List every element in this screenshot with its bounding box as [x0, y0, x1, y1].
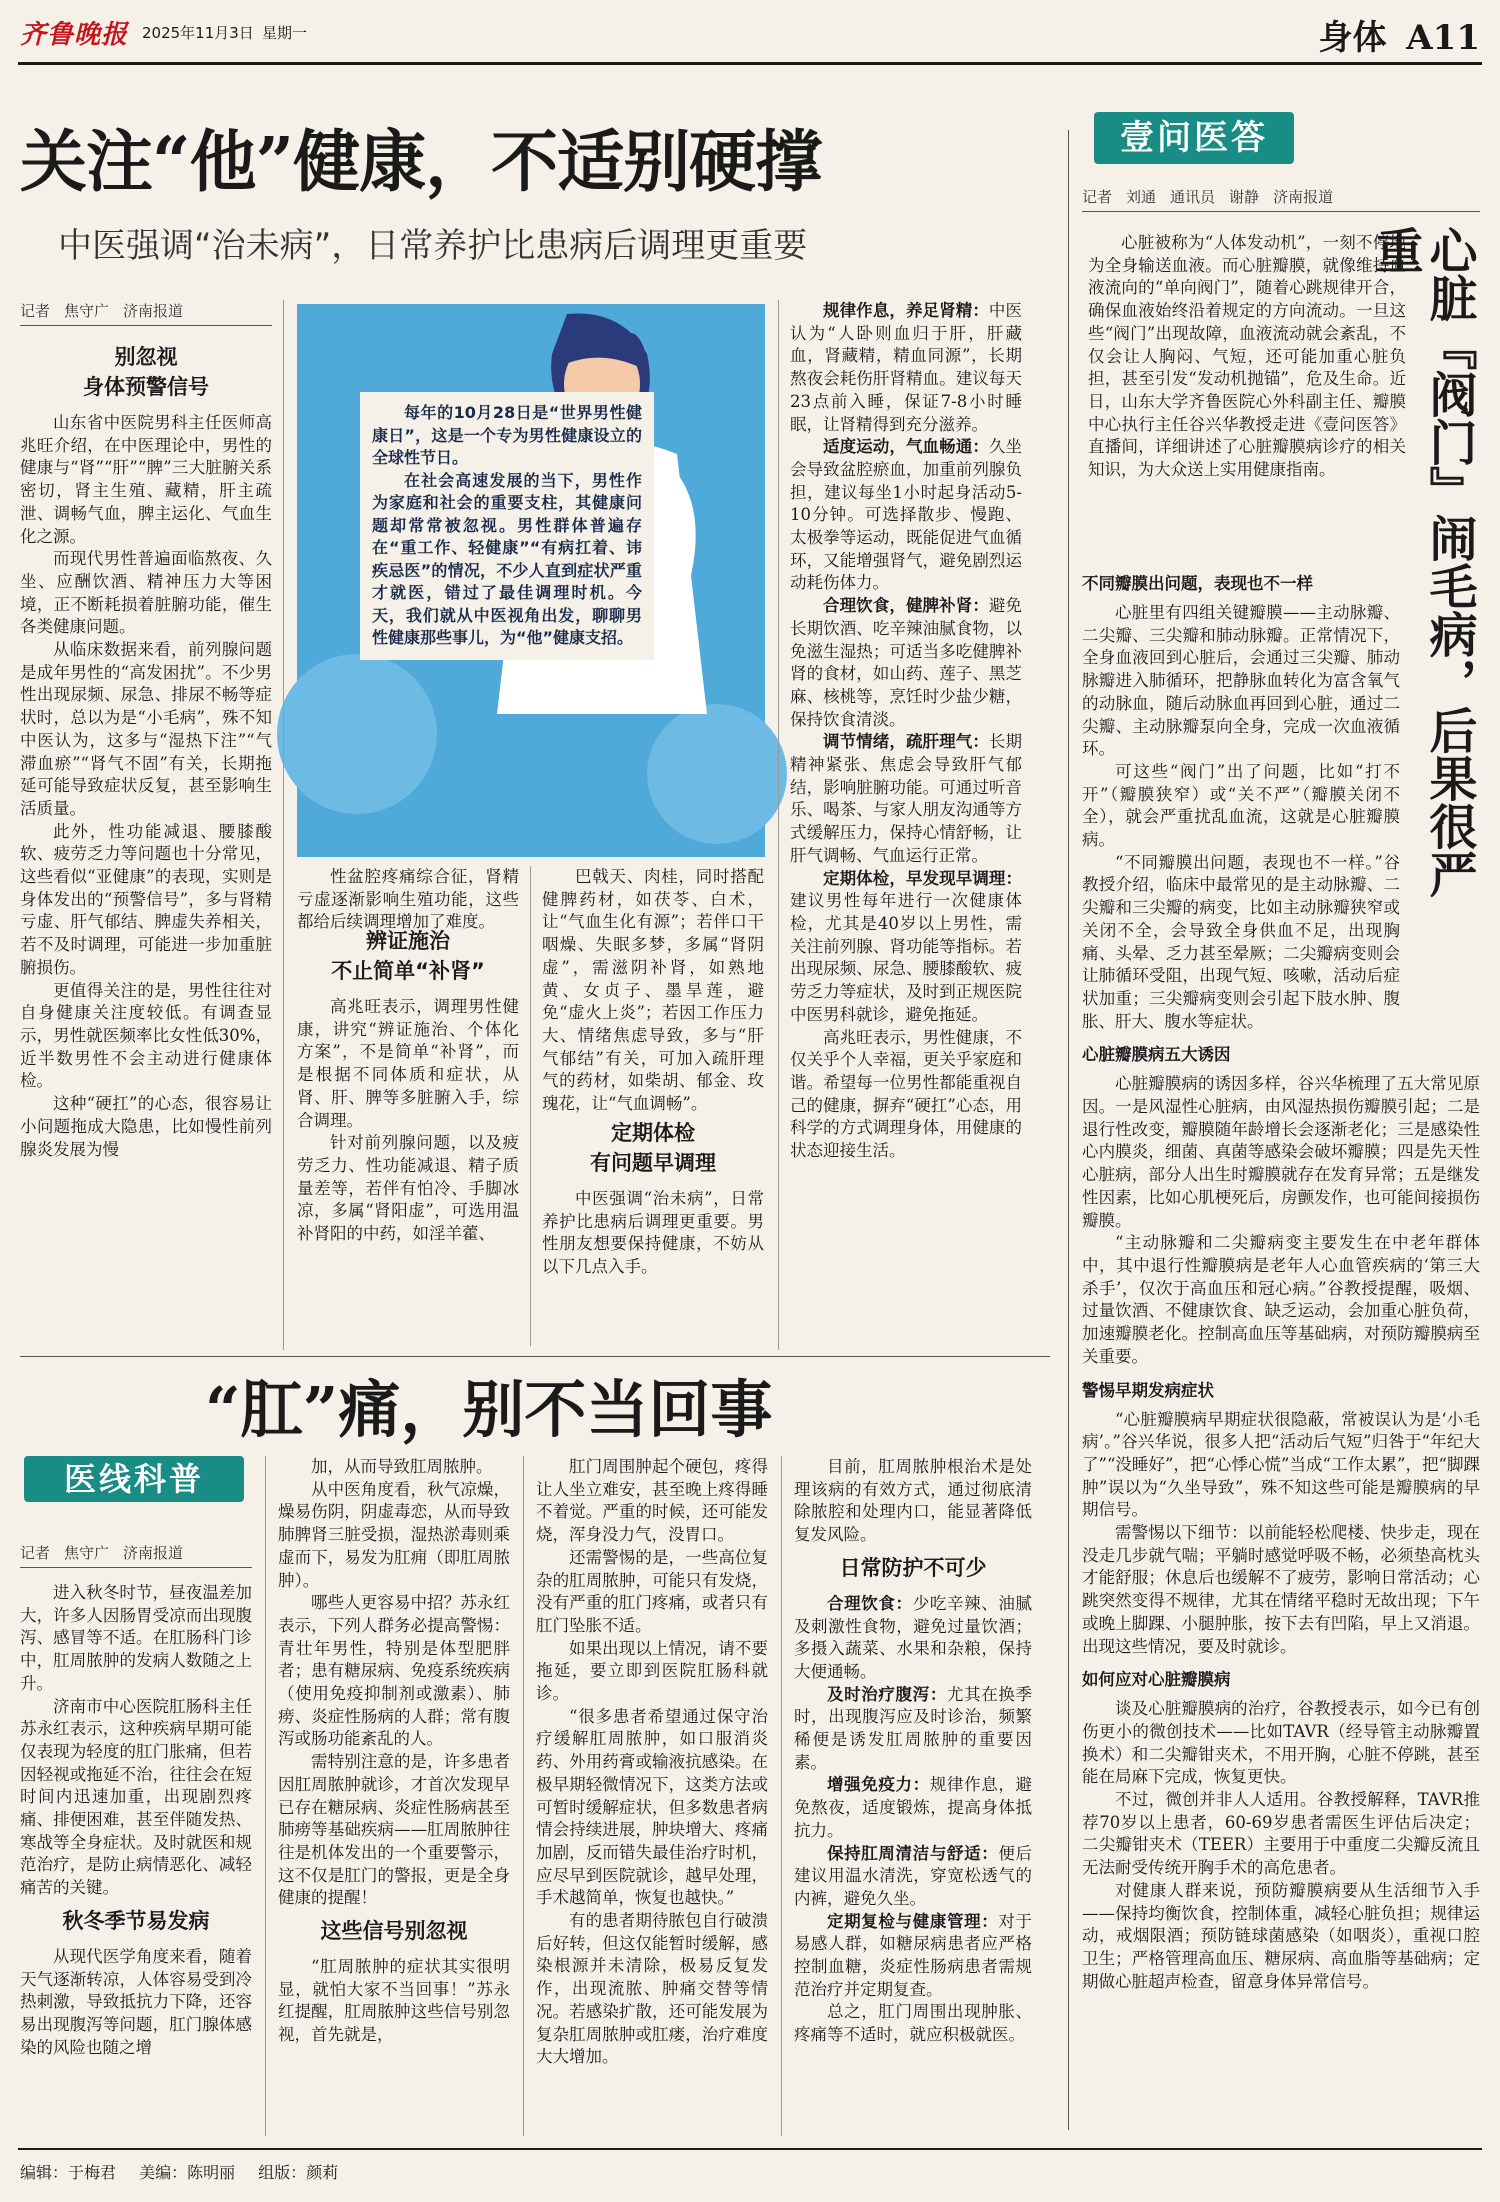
- col3b-body: 中医强调“治未病”，日常养护比患病后调理更重要。男性朋友想要保持健康，不妨从以下几点入手。: [542, 1189, 764, 1277]
- col4b-body: 合理饮食：少吃辛辣、油腻及刺激性食物，避免过量饮酒；多摄入蔬菜、水果和杂粮，保持大便通畅。 及时治疗腹泻：尤其在换季时，出现腹泻应及时诊治，频繁稀便是诱发肛周脓肿的重要因素。 增强免疫力：规律作息，避免熬夜，适度锻炼，提高身体抵抗力。 保持肛周清洁与舒适：便后建议用温水清洗，穿宽松透气的内裤，避免久坐。 定期复检与健康管理：对于易感人群，如糖尿病患者应严格控制血糖，炎症性肠病患者需规范治疗并定期复查。 总之，肛门周围出现肿胀、疼痛等不适时，就应积极就医。: [794, 1593, 1033, 2045]
- divider: [523, 1456, 524, 2136]
- article2-title: 心脏『阀门』闹毛病，后果很严重: [1367, 226, 1477, 898]
- issue-date: 2025年11月3日: [142, 24, 254, 42]
- byline-reporter: 焦守广: [64, 302, 110, 320]
- section-name: [1318, 10, 1480, 59]
- designer-credit: 美编：陈明丽: [139, 2163, 236, 2182]
- header-rule: [18, 62, 1482, 65]
- col1-body: 山东省中医院男科主任医师高兆旺介绍，在中医理论中，男性的健康与“肾”“肝”“脾”三大脏腑关系密切，肾主生殖、藏精，肝主疏泄、调畅气血，脾主运化、气血生化之源。 而现代男性普遍面临熬夜、久坐、应酬饮酒、精神压力大等困境，正不断耗损着脏腑功能，催生各类健康问题。 从临床数据来看，前列腺问题是成年男性的“高发困扰”。不少男性出现尿频、尿急、排尿不畅等症状时，总以为是“小毛病”，殊不知中医认为，这多与“湿热下注”“气滞血瘀”“肾气不固”有关，长期拖延可能导致症状反复，甚至影响生活质量。 此外，性功能减退、腰膝酸软、疲劳乏力等问题也十分常见，这些看似“亚健康”的表现，实则是身体发出的“预警信号”，多与肾精亏虚、肝气郁结、脾虚失养相关，若不及时调理，可能进一步加重脏腑损伤。 更值得关注的是，男性往往对自身健康关注度较低。有调查显示，男性就医频率比女性低30%，近半数男性不会主动进行健康体检。 这种“硬扛”的心态，很容易让小问题拖成大隐患，比如慢性前列腺炎发展为慢: [20, 413, 272, 1159]
- page-number: A11: [1406, 18, 1480, 58]
- article1-illustration: [297, 304, 765, 857]
- article3-tag: 医线科普: [24, 1456, 244, 1502]
- article3-col1: [20, 1582, 252, 2132]
- proof-credit: 组版：颜莉: [258, 2163, 339, 2182]
- byline-correspondent: 谢静: [1229, 188, 1260, 206]
- section-heading-1: 不同瓣膜出问题，表现也不一样: [1082, 574, 1313, 593]
- editor-credit: 编辑：于梅君: [20, 2163, 117, 2182]
- article1-byline: [20, 300, 272, 326]
- subhead-3: 日常防护不可少: [839, 1555, 987, 1580]
- section-2-body: 心脏瓣膜病的诱因多样，谷兴华梳理了五大常见原因。一是风湿性心脏病，由风湿热损伤瓣膜引起；二是退行性改变，瓣膜随年龄增长会逐渐老化；三是感染性心内膜炎，细菌、真菌等感染会破坏瓣膜；四是先天性心脏病，部分人出生时瓣膜就存在发育异常；五是继发性因素，比如心肌梗死后，房颤发作，也可能间接损伤瓣膜。 “主动脉瓣和二尖瓣病变主要发生在中老年群体中，其中退行性瓣膜病是老年人心血管疾病的‘第三大杀手’，仅次于高血压和冠心病。”谷教授提醒，吸烟、过量饮酒、不健康饮食、缺乏运动，会加重心脏负荷，加速瓣膜老化。控制高血压等基础病，对预防瓣膜病至关重要。: [1082, 1074, 1480, 1366]
- article2-intro: 心脏被称为“人体发动机”，一刻不停地为全身输送血液。而心脏瓣膜，就像维持血液流向的“单向阀门”，随着心跳规律开合，确保血液始终沿着规定的方向流动。一旦这些“阀门”出现故障，血液流动就会紊乱，不仅会让人胸闷、气短，还可能加重心脏负担，甚至引发“发动机抛锚”，危及生命。近日，山东大学齐鲁医院心外科副主任、瓣膜中心执行主任谷兴华教授走进《壹问医答》直播间，详细讲述了心脏瓣膜病诊疗的相关知识，为大众送上实用健康指南。: [1088, 233, 1406, 480]
- article3-col2: [278, 1456, 510, 2136]
- subhead-2: 这些信号别忽视: [320, 1919, 468, 1944]
- footer-credits: [20, 2160, 338, 2183]
- byline-reporter: 刘通: [1126, 188, 1157, 206]
- byline-role: 记者: [1082, 188, 1113, 206]
- section-label: 身体: [1318, 18, 1387, 58]
- section-1-body: 心脏里有四组关键瓣膜——主动脉瓣、二尖瓣、三尖瓣和肺动脉瓣。正常情况下，全身血液回到心脏后，会通过三尖瓣、肺动脉瓣进入肺循环，把静脉血转化为富含氧气的动脉血，随后动脉血再回到心脏，通过二尖瓣、主动脉瓣泵向全身，完成一次血液循环。 可这些“阀门”出了问题，比如“打不开”（瓣膜狭窄）或“关不严”（瓣膜关闭不全），就会严重扰乱血流，这就是心脏瓣膜病。 “不同瓣膜出问题，表现也不一样。”谷教授介绍，临床中最常见的是主动脉瓣、二尖瓣和三尖瓣的病变，比如主动脉瓣狭窄或关闭不全，会导致全身供血不足，出现胸痛、头晕、乏力甚至晕厥；二尖瓣病变则会让肺循环受阻，出现气短、咳嗽，活动后症状加重；三尖瓣病变则会引起下肢水肿、腹胀、肝大、腹水等症状。: [1082, 603, 1400, 1031]
- section-heading-4: 如何应对心脏瓣膜病: [1082, 1670, 1231, 1690]
- byline-reporter: 焦守广: [64, 1544, 110, 1562]
- divider: [265, 1456, 266, 2136]
- article3-byline: [20, 1542, 252, 1568]
- divider: [1068, 130, 1069, 2130]
- divider: [778, 300, 779, 1350]
- article1-col2-top: 性盆腔疼痛综合征，肾精亏虚逐渐影响生殖功能，这些都给后续调理增加了难度。: [297, 867, 519, 932]
- article1-col3b: [542, 1112, 764, 1347]
- section-heading-3: 警惕早期发病症状: [1082, 1380, 1214, 1400]
- article1-title: 关注“他”健康，不适别硬撑: [20, 122, 822, 201]
- byline-role-2: 通讯员: [1170, 188, 1216, 206]
- section-3-body: “心脏瓣膜病早期症状很隐蔽，常被误认为是‘小毛病’。”谷兴华说，很多人把“活动后气短”归咎于“年纪大了”“没睡好”，把“心悸心慌”当成“工作太累”，把“脚踝肿”误以为“久坐导致”，殊不知这些可能是瓣膜病的早期信号。 需警惕以下细节：以前能轻松爬楼、快步走，现在没走几步就气喘；平躺时感觉呼吸不畅，必须垫高枕头才能舒服；休息后也缓解不了疲劳，影响日常活动；心跳突然变得不规律，尤其在情绪平稳时无故出现；下午或晚上脚踝、小腿肿胀，按下去有凹陷，早上又消退。出现这些情况，要及时就诊。: [1082, 1409, 1480, 1656]
- byline-role: 记者: [20, 302, 51, 320]
- article2-tag: 壹问医答: [1094, 112, 1294, 164]
- byline-role: 记者: [20, 1544, 51, 1562]
- article3-col4: [794, 1456, 1032, 2136]
- article1-col2: [297, 920, 519, 1345]
- byline-location: 济南报道: [123, 302, 184, 320]
- article1-subtitle: 中医强调“治未病”，日常养护比患病后调理更重要: [58, 226, 808, 266]
- subhead-2: 辨证施治 不止简单“补肾”: [331, 929, 485, 983]
- article1-col1: [20, 336, 272, 1346]
- col4-body: 目前，肛周脓肿根治术是处理该病的有效方式，通过彻底清除脓腔和处理内口，能显著降低复发风险。: [794, 1457, 1032, 1545]
- article1-intro: 每年的10月28日是“世界男性健康日”，这是一个专为男性健康设立的全球性节日。 在社会高速发展的当下，男性作为家庭和社会的重要支柱，其健康问题却常常被忽视。男性群体普遍存在“重工作、轻健康”“有病扛着、讳疾忌医”的情况，不少人直到症状严重才就医，错过了最佳调理时机。今天，我们就从中医视角出发，聊聊男性健康那些事儿，为“他”健康支招。: [360, 392, 654, 660]
- section-4-body: 谈及心脏瓣膜病的治疗，谷教授表示，如今已有创伤更小的微创技术——比如TAVR（经导管主动脉瓣置换术）和二尖瓣钳夹术，不用开胸，心脏不停跳，甚至能在局麻下完成，恢复更快。 不过，微创并非人人适用。谷教授解释，TAVR推荐70岁以上患者，60-69岁患者需医生评估后决定；二尖瓣钳夹术（TEER）主要用于中重度二尖瓣反流且无法耐受传统开胸手术的高危患者。 对健康人群来说，预防瓣膜病要从生活细节入手——保持均衡饮食，控制体重，减轻心脏负担；规律运动，戒烟限酒；预防链球菌感染（如咽炎），重视口腔卫生；严格管理高血压、糖尿病、高血脂等基础病；定期做心脏超声检查，留意身体异常信号。: [1082, 1699, 1480, 1991]
- article3-col3: 肛门周围肿起个硬包，疼得让人坐立难安，甚至晚上疼得睡不着觉。严重的时候，还可能发烧，浑身没力气，没胃口。 还需警惕的是，一些高位复杂的肛周脓肿，可能只有发烧，没有严重的肛门疼痛，或者只有肛门坠胀不适。 如果出现以上情况，请不要拖延，要立即到医院肛肠科就诊。 “很多患者希望通过保守治疗缓解肛周脓肿，如口服消炎药、外用药膏或输液抗感染。在极早期轻微情况下，这类方法或可暂时缓解症状，但多数患者病情会持续进展，肿块增大、疼痛加剧，反而错失最佳治疗时机，应尽早到医院就诊，越早处理，手术越简单，恢复也越快。” 有的患者期待脓包自行破溃后好转，但这仅能暂时缓解，感染根源并未清除，极易反复发作，出现流脓、肿痛交替等情况。若感染扩散，还可能发展为复杂肛周脓肿或肛瘘，治疗难度大大增加。: [536, 1457, 768, 2067]
- article2-byline: [1082, 186, 1480, 212]
- article1-col3: 巴戟天、肉桂，同时搭配健脾药材，如茯苓、白术，让“气血生化有源”；若伴口干咽燥、失眠多梦，多属“肾阴虚”，需滋阴补肾，如熟地黄、女贞子、墨旱莲，避免“虚火上炎”；若因工作压力大、情绪焦虑导致，多与“肝气郁结”有关，可加入疏肝理气的药材，如柴胡、郁金、玫瑰花，让“气血调畅”。: [542, 867, 764, 1114]
- issue-weekday: 星期一: [262, 24, 308, 42]
- byline-location: 济南报道: [123, 1544, 184, 1562]
- subhead-3: 定期体检 有问题早调理: [590, 1121, 716, 1175]
- col1-body: 进入秋冬时节，昼夜温差加大，许多人因肠胃受凉而出现腹泻、感冒等不适。在肛肠科门诊中，肛周脓肿的发病人数随之上升。 济南市中心医院肛肠科主任苏永红表示，这种疾病早期可能仅表现为轻度的肛门胀痛，但若因轻视或拖延不治，往往会在短时间内迅速加重，出现剧烈疼痛、排便困难，甚至伴随发热、寒战等全身症状。及时就医和规范治疗，是防止病情恶化、减轻痛苦的关键。: [20, 1583, 252, 1898]
- article2-body: [1082, 562, 1480, 2132]
- col2-body: 加，从而导致肛周脓肿。 从中医角度看，秋气凉燥，燥易伤阴，阴虚毒恋，从而导致肺脾肾三脏受损，湿热淤毒则乘虚而下，易发为肛痈（即肛周脓肿）。 哪些人更容易中招？苏永红表示，下列人群务必提高警惕：青壮年男性，特别是体型肥胖者；患有糖尿病、免疫系统疾病（使用免疫抑制剂或激素）、肺痨、炎症性肠病的人群；常有腹泻或肠功能紊乱的人。 需特别注意的是，许多患者因肛周脓肿就诊，才首次发现早已存在糖尿病、炎症性肠病甚至肺痨等基础疾病——肛周脓肿往往是机体发出的一个重要警示，这不仅是肛门的警报，更是全身健康的提醒！: [278, 1457, 510, 1908]
- divider: [283, 300, 284, 1350]
- section-rule: [20, 1356, 1050, 1357]
- byline-location: 济南报道: [1273, 188, 1334, 206]
- divider: [530, 866, 531, 1346]
- section-heading-2: 心脏瓣膜病五大诱因: [1082, 1045, 1231, 1065]
- subhead-1: 秋冬季节易发病: [62, 1908, 210, 1933]
- subhead-1: 别忽视 身体预警信号: [83, 345, 209, 399]
- col2-body: 高兆旺表示，调理男性健康，讲究“辨证施治、个体化方案”，不是简单“补肾”，而是根据不同体质和症状，从肾、肝、脾等多脏腑入手，综合调理。 针对前列腺问题，以及疲劳乏力、性功能减退、精子质量差等，若伴有怕冷、手脚冰凉，多属“肾阳虚”，可选用温补肾阳的中药，如淫羊藿、: [297, 997, 519, 1244]
- article1-col4: 规律作息，养足肾精：中医认为“人卧则血归于肝，肝藏血，肾藏精，精血同源”，长期熬夜会耗伤肝肾精血。建议每天23点前入睡，保证7-8小时睡眠，让肾精得到充分滋养。 适度运动，气血畅通：久坐会导致盆腔瘀血，加重前列腺负担，建议每坐1小时起身活动5-10分钟。可选择散步、慢跑、太极拳等运动，既能促进气血循环，又能增强肾气，避免剧烈运动耗伤体力。 合理饮食，健脾补肾：避免长期饮酒、吃辛辣油腻食物，以免滋生湿热；可适当多吃健脾补肾的食材，如山药、莲子、黑芝麻、核桃等，烹饪时少盐少糖，保持饮食清淡。 调节情绪，疏肝理气：长期精神紧张、焦虑会导致肝气郁结，影响脏腑功能。可通过听音乐、喝茶、与家人朋友沟通等方式缓解压力，保持心情舒畅，让肝气调畅、气血运行正常。 定期体检，早发现早调理：建议男性每年进行一次健康体检，尤其是40岁以上男性，需关注前列腺、肾功能等指标。若出现尿频、尿急、腰膝酸软、疲劳乏力等症状，及时到正规医院中医男科就诊，避免拖延。 高兆旺表示，男性健康，不仅关乎个人幸福，更关乎家庭和谐。希望每一位男性都能重视自己的健康，摒弃“硬扛”心态，用科学的方式调理身体，用健康的状态迎接生活。: [790, 301, 1023, 1161]
- col1b-body: 从现代医学角度来看，随着天气逐渐转凉，人体容易受到冷热刺激，导致抵抗力下降，还容易出现腹泻等问题，肛门腺体感染的风险也随之增: [20, 1946, 252, 2057]
- article3-title: “肛”痛，别不当回事: [205, 1373, 773, 1446]
- divider: [781, 1456, 782, 2136]
- footer-rule: [18, 2148, 1482, 2150]
- col2b-body: “肛周脓肿的症状其实很明显，就怕大家不当回事！”苏永红提醒，肛周脓肿这些信号别忽视，首先就是，: [278, 1957, 510, 2045]
- masthead: 齐鲁晚报: [20, 20, 129, 50]
